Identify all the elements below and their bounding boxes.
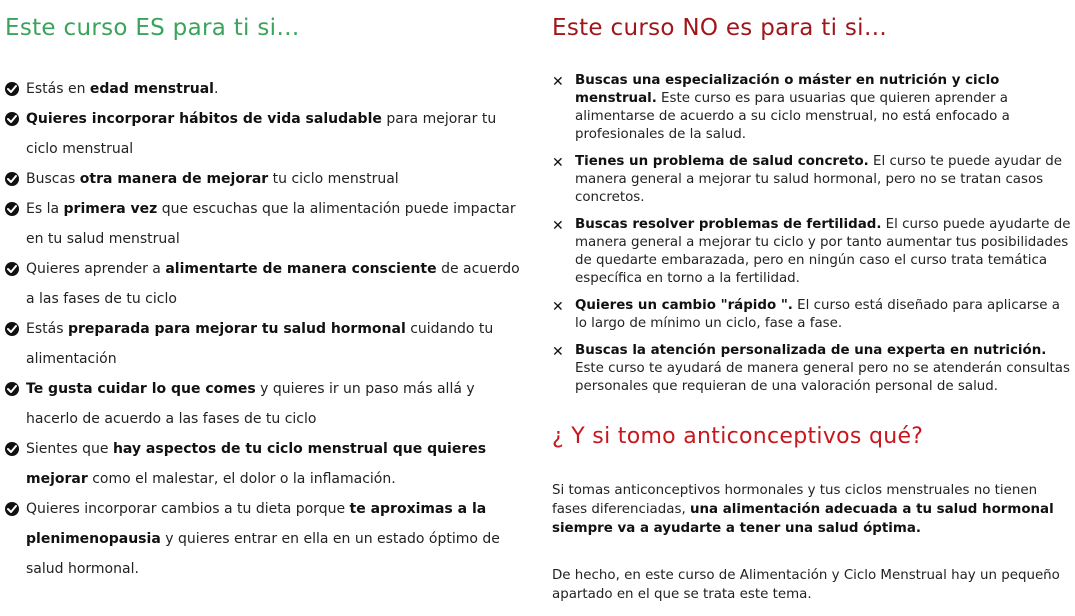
item-text: . [213,81,219,97]
item-text: El curso puede ayudarte de manera general a mejorar tu ciclo y por tanto aumentar tus posibilidades de quedarte embarazada, pero en ningún caso el curso trata temática específica en torno a la fertilidad. [575,217,1071,286]
check-circle-icon [5,382,19,396]
list-item [552,72,1072,144]
item-text: Quieres aprender a [26,261,166,277]
cross-icon: ✕ [552,155,564,171]
item-text: para mejorar tu ciclo menstrual [26,111,497,157]
cross-icon: ✕ [552,218,564,234]
check-circle-icon [5,112,19,126]
heading-es-para-ti: Este curso ES para ti si… [5,15,300,41]
list-item [552,297,1072,333]
heading-anticonceptivos: ¿ Y si tomo anticonceptivos qué? [552,424,924,449]
bold-text: preparada para mejorar tu salud hormonal [67,321,406,337]
item-text: tu ciclo menstrual [268,171,399,187]
bold-text: otra manera de mejorar [79,171,269,187]
bold-text: Te gusta cuidar lo que comes [26,381,256,397]
bold-text: Buscas la atención personalizada de una experta en nutrición. [575,343,1047,358]
bold-text: Buscas una especialización o máster en nutrición y ciclo menstrual. [575,73,1000,106]
check-circle-icon [5,82,19,96]
check-circle-icon [5,322,19,336]
item-text: como el malestar, el dolor o la inflamación. [87,471,396,487]
list-item [552,342,1072,396]
no-es-para-ti-list [552,72,1072,405]
anticonceptivos-paragraph-2: De hecho, en este curso de Alimentación y Ciclo Menstrual hay un pequeño apartado en el que se trata este tema. [552,568,1060,602]
bold-text: alimentarte de manera consciente [165,261,437,277]
item-text: El curso está diseñado para aplicarse a lo largo de mínimo un ciclo, fase a fase. [575,298,1060,331]
list-item [552,153,1072,207]
list-item [5,374,525,434]
list-item [5,434,525,494]
check-circle-icon [5,262,19,276]
cross-icon: ✕ [552,74,564,90]
bold-text: hay aspectos de tu ciclo menstrual que quieres mejorar [26,441,487,487]
list-item [5,314,525,374]
bold-text: Quieres incorporar hábitos de vida saludable [26,111,382,127]
bold-text: edad menstrual [89,81,214,97]
item-text: cuidando tu alimentación [26,321,494,367]
anticonceptivos-paragraph-1 [552,481,1067,538]
list-item [5,254,525,314]
cross-icon: ✕ [552,344,564,360]
item-text: Estás [26,321,68,337]
item-text: Si tomas anticonceptivos hormonales y tus ciclos menstruales no tienen fases diferenciadas, [552,483,1038,517]
item-text: y quieres ir un paso más allá y hacerlo de acuerdo a las fases de tu ciclo [26,381,475,427]
bold-text: te aproximas a la plenimenopausia [26,501,487,547]
bold-text: Quieres un cambio "rápido ". [575,298,793,313]
cross-icon: ✕ [552,299,564,315]
list-item [5,164,525,194]
bold-text: una alimentación adecuada a tu salud hormonal siempre va a ayudarte a tener una salud óptima. [552,502,1054,536]
check-circle-icon [5,202,19,216]
item-text: Este curso es para usuarias que quieren aprender a alimentarse de acuerdo a su ciclo menstrual, no está enfocado a profesionales de la salud. [575,91,1010,142]
item-text: Estás en [26,81,90,97]
bold-text: primera vez [63,201,158,217]
list-item [5,494,525,584]
check-circle-icon [5,502,19,516]
item-text: y quieres entrar en ella en un estado óptimo de salud hormonal. [26,531,500,577]
list-item [5,194,525,254]
bold-text: Tienes un problema de salud concreto. [575,154,869,169]
heading-no-es-para-ti: Este curso NO es para ti si… [552,15,888,41]
item-text: Buscas [26,171,80,187]
check-circle-icon [5,442,19,456]
item-text: Es la [26,201,64,217]
list-item [552,216,1072,288]
check-circle-icon [5,172,19,186]
item-text: El curso te puede ayudar de manera general a mejorar tu salud hormonal, pero no se tratan casos concretos. [575,154,1063,205]
bold-text: Buscas resolver problemas de fertilidad. [575,217,882,232]
list-item [5,74,525,104]
es-para-ti-list [5,74,525,584]
item-text: Este curso te ayudará de manera general pero no se atenderán consultas personales que requieran de una valoración personal de salud. [575,361,1070,394]
item-text: Quieres incorporar cambios a tu dieta porque [26,501,350,517]
item-text: que escuchas que la alimentación puede impactar en tu salud menstrual [26,201,516,247]
item-text: Sientes que [26,441,113,457]
item-text: de acuerdo a las fases de tu ciclo [26,261,520,307]
list-item [5,104,525,164]
